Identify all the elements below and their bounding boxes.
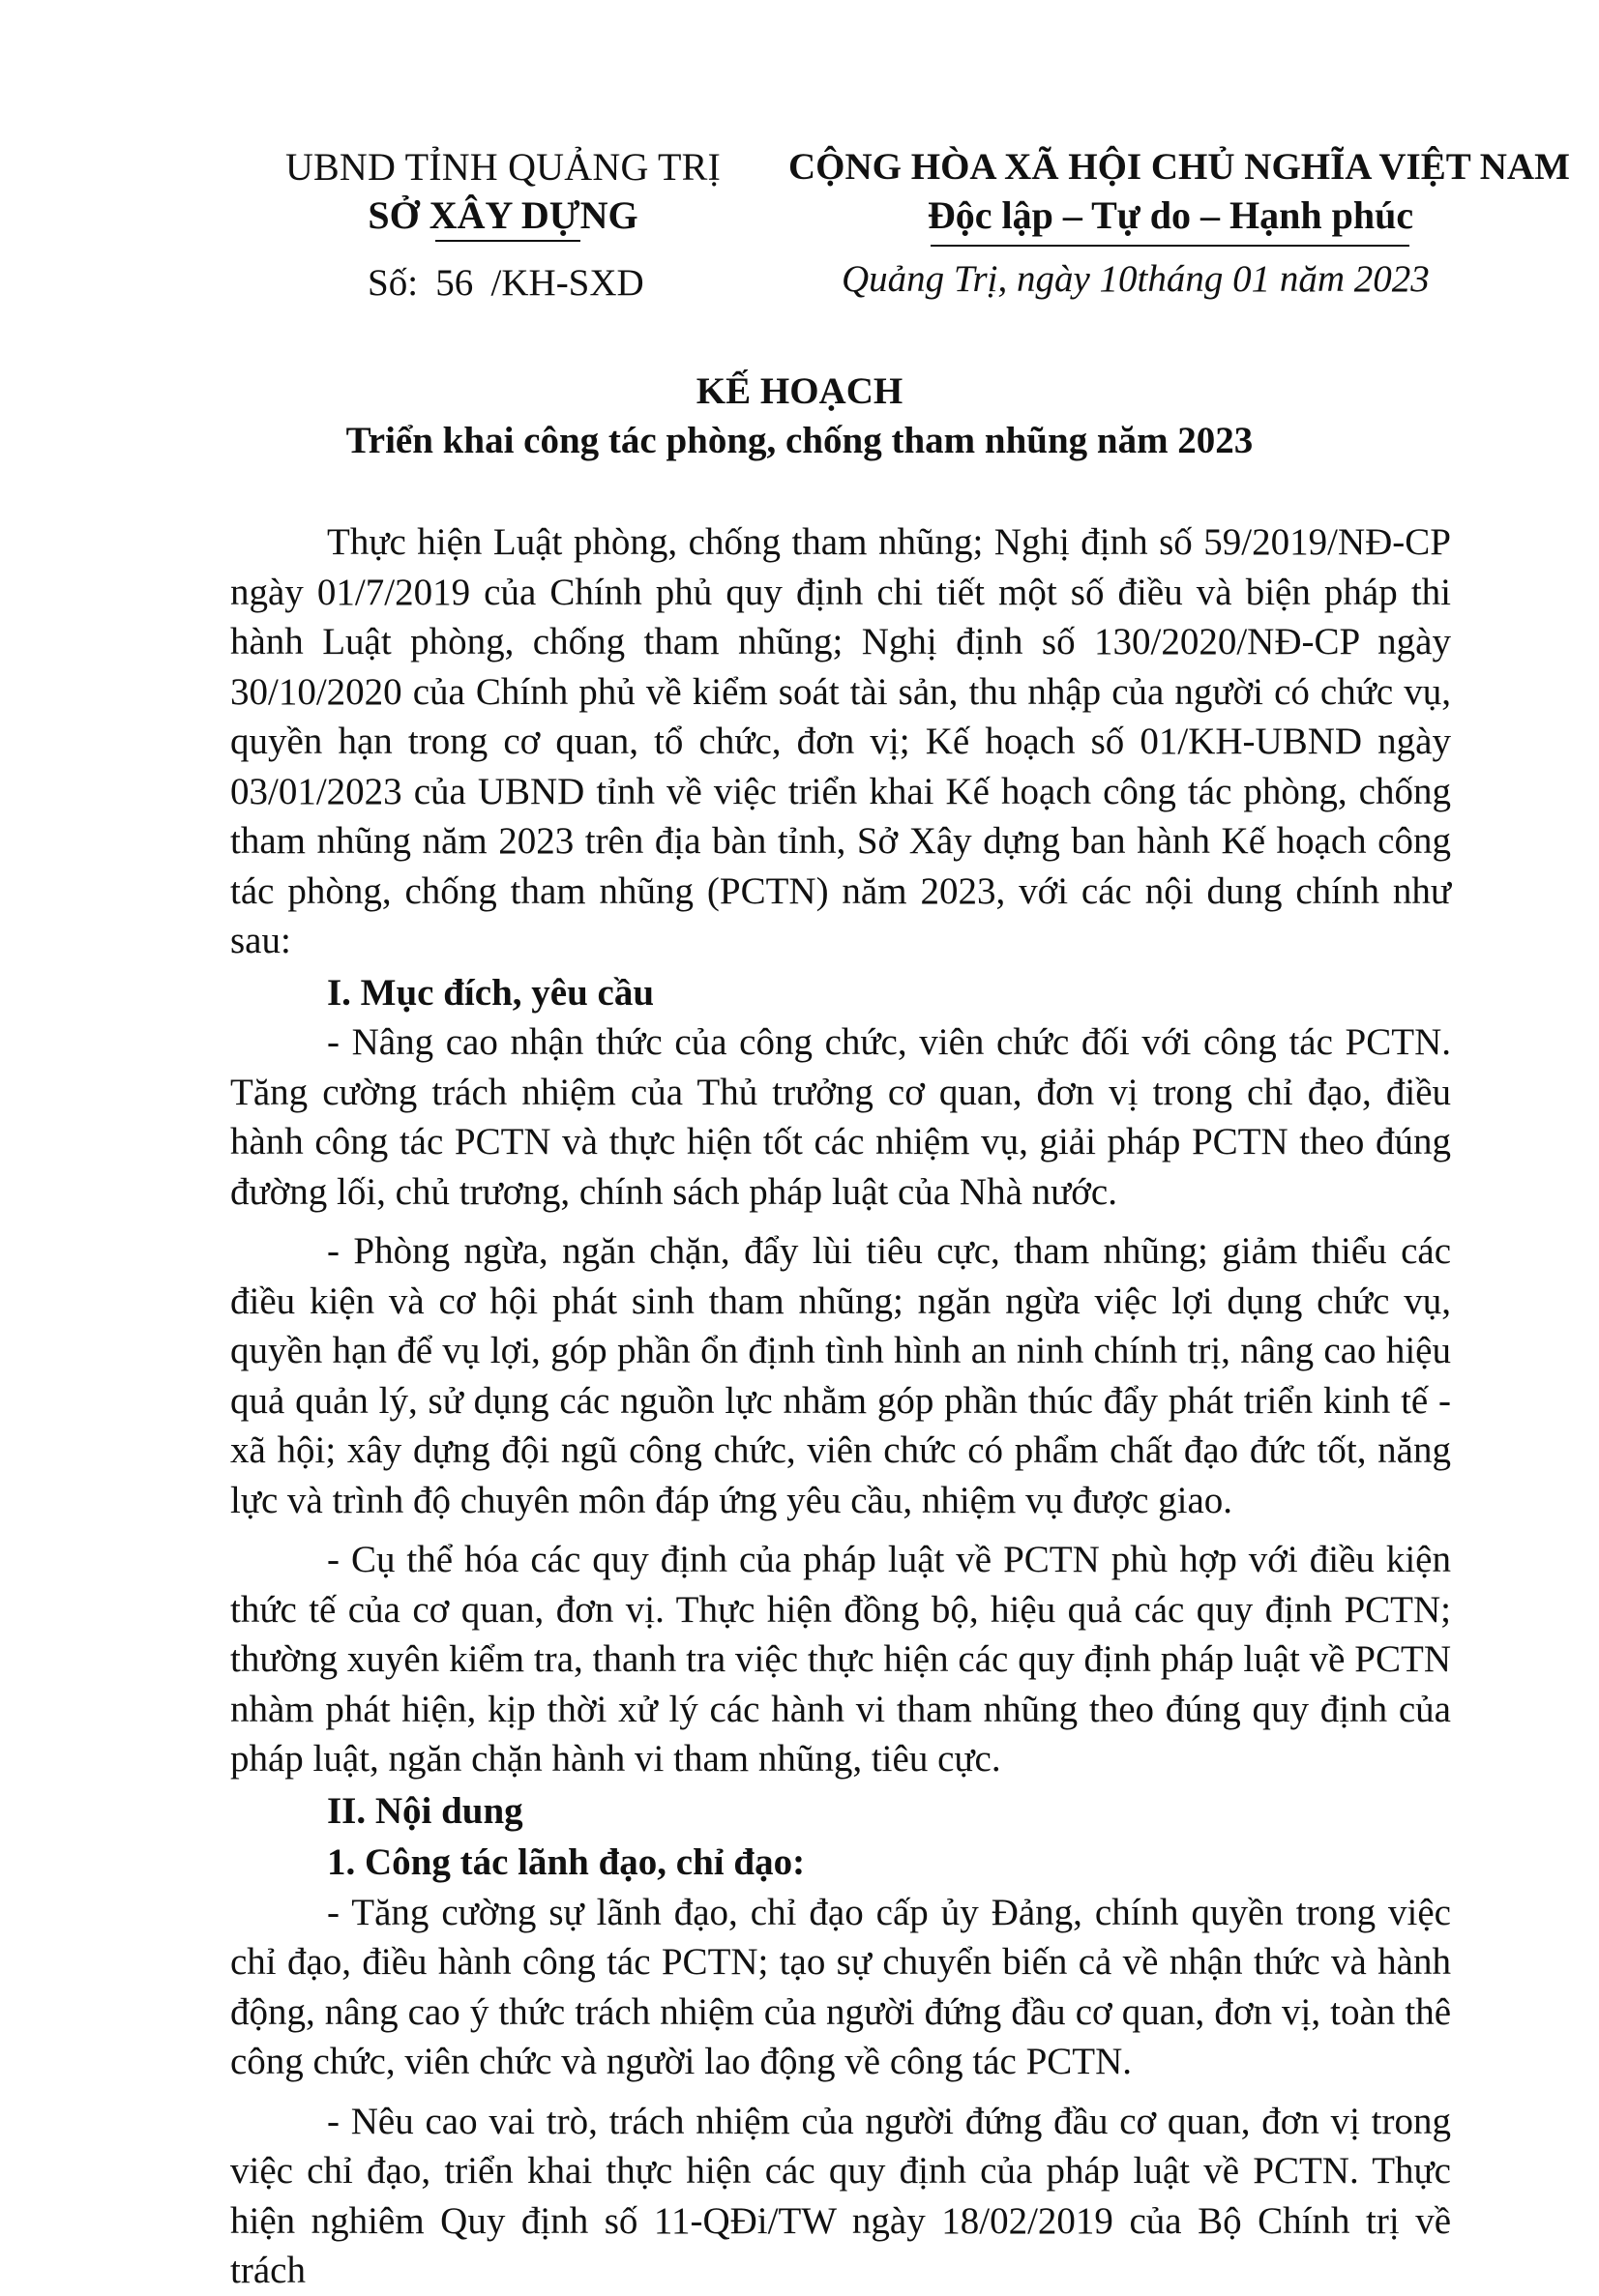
document-number: [368, 261, 644, 305]
body-paragraph: - Nâng cao nhận thức của công chức, viên chức đối với công tác PCTN. Tăng cường trách nhiệm của Thủ trưởng cơ quan, đơn vị trong chỉ đạo, điều hành công tác PCTN và thực hiện tốt các nhiệm vụ, giải pháp PCTN theo đúng đường lối, chủ trương, chính sách pháp luật của Nhà nước.: [230, 1021, 1451, 1213]
department-name: SỞ XÂY DỰNG: [368, 193, 638, 237]
doc-number-suffix: /KH-SXD: [490, 262, 644, 304]
body-paragraph: - Cụ thể hóa các quy định của pháp luật về PCTN phù hợp với điều kiện thức tế của cơ quan, đơn vị. Thực hiện đồng bộ, hiệu quả các quy định PCTN; thường xuyên kiểm tra, thanh tra việc thực hiện các quy định pháp luật về PCTN nhàm phát hiện, kịp thời xử lý các hành vi tham nhũng theo đúng quy định của pháp luật, ngăn chặn hành vi tham nhũng, tiêu cực.: [230, 1539, 1451, 1780]
motto-underline: [931, 245, 1409, 247]
national-motto: Độc lập – Tự do – Hạnh phúc: [927, 193, 1414, 237]
agency-name: UBND TỈNH QUẢNG TRỊ: [284, 145, 722, 189]
document-subtitle: Triển khai công tác phòng, chống tham nhũng năm 2023: [345, 420, 1254, 461]
subsection-heading: 1. Công tác lãnh đạo, chỉ đạo:: [327, 1841, 806, 1883]
doc-number-value: 56: [435, 262, 474, 304]
issuer-block: [261, 143, 745, 240]
department-underline: [435, 240, 580, 242]
document-title: KẾ HOẠCH: [696, 370, 903, 412]
document-body: [230, 517, 1451, 2296]
place-and-date: Quảng Trị, ngày 10tháng 01 năm 2023: [842, 258, 1430, 300]
nation-name: CỘNG HÒA XÃ HỘI CHỦ NGHĨA VIỆT NAM: [788, 146, 1570, 188]
national-header: [788, 143, 1570, 240]
section-heading: II. Nội dung: [327, 1789, 523, 1832]
body-paragraph: - Nêu cao vai trò, trách nhiệm của người đứng đầu cơ quan, đơn vị trong việc chỉ đạo, triển khai thực hiện các quy định của pháp luật về PCTN. Thực hiện nghiêm Quy định số 11-QĐi/TW ngày 18/02/2019 của Bộ Chính trị về trách: [230, 2100, 1451, 2291]
intro-paragraph: Thực hiện Luật phòng, chống tham nhũng; Nghị định số 59/2019/NĐ-CP ngày 01/7/2019 của Chính phủ quy định chi tiết một số điều và biện pháp thi hành Luật phòng, chống tham nhũng; Nghị định số 130/2020/NĐ-CP ngày 30/10/2020 của Chính phủ về kiểm soát tài sản, thu nhập của người có chức vụ, quyền hạn trong cơ quan, tổ chức, đơn vị; Kế hoạch số 01/KH-UBND ngày 03/01/2023 của UBND tỉnh về việc triển khai Kế hoạch công tác phòng, chống tham nhũng năm 2023 trên địa bàn tỉnh, Sở Xây dựng ban hành Kế hoạch công tác phòng, chống tham nhũng (PCTN) năm 2023, với các nội dung chính như sau:: [230, 521, 1451, 961]
section-heading: I. Mục đích, yêu cầu: [327, 971, 655, 1014]
body-paragraph: - Phòng ngừa, ngăn chặn, đẩy lùi tiêu cực, tham nhũng; giảm thiểu các điều kiện và cơ hội phát sinh tham nhũng; ngăn ngừa việc lợi dụng chức vụ, quyền hạn để vụ lợi, góp phần ổn định tình hình an ninh chính trị, nâng cao hiệu quả quản lý, sử dụng các nguồn lực nhằm góp phần thúc đẩy phát triển kinh tế - xã hội; xây dựng đội ngũ công chức, viên chức có phẩm chất đạo đức tốt, năng lực và trình độ chuyên môn đáp ứng yêu cầu, nhiệm vụ được giao.: [230, 1230, 1451, 1521]
doc-number-prefix: Số:: [368, 262, 419, 304]
body-paragraph: - Tăng cường sự lãnh đạo, chỉ đạo cấp ủy Đảng, chính quyền trong việc chỉ đạo, điều hành công tác PCTN; tạo sự chuyển biến cả về nhận thức và hành động, nâng cao ý thức trách nhiệm của người đứng đầu cơ quan, đơn vị, toàn thê công chức, viên chức và người lao động về công tác PCTN.: [230, 1891, 1451, 2082]
